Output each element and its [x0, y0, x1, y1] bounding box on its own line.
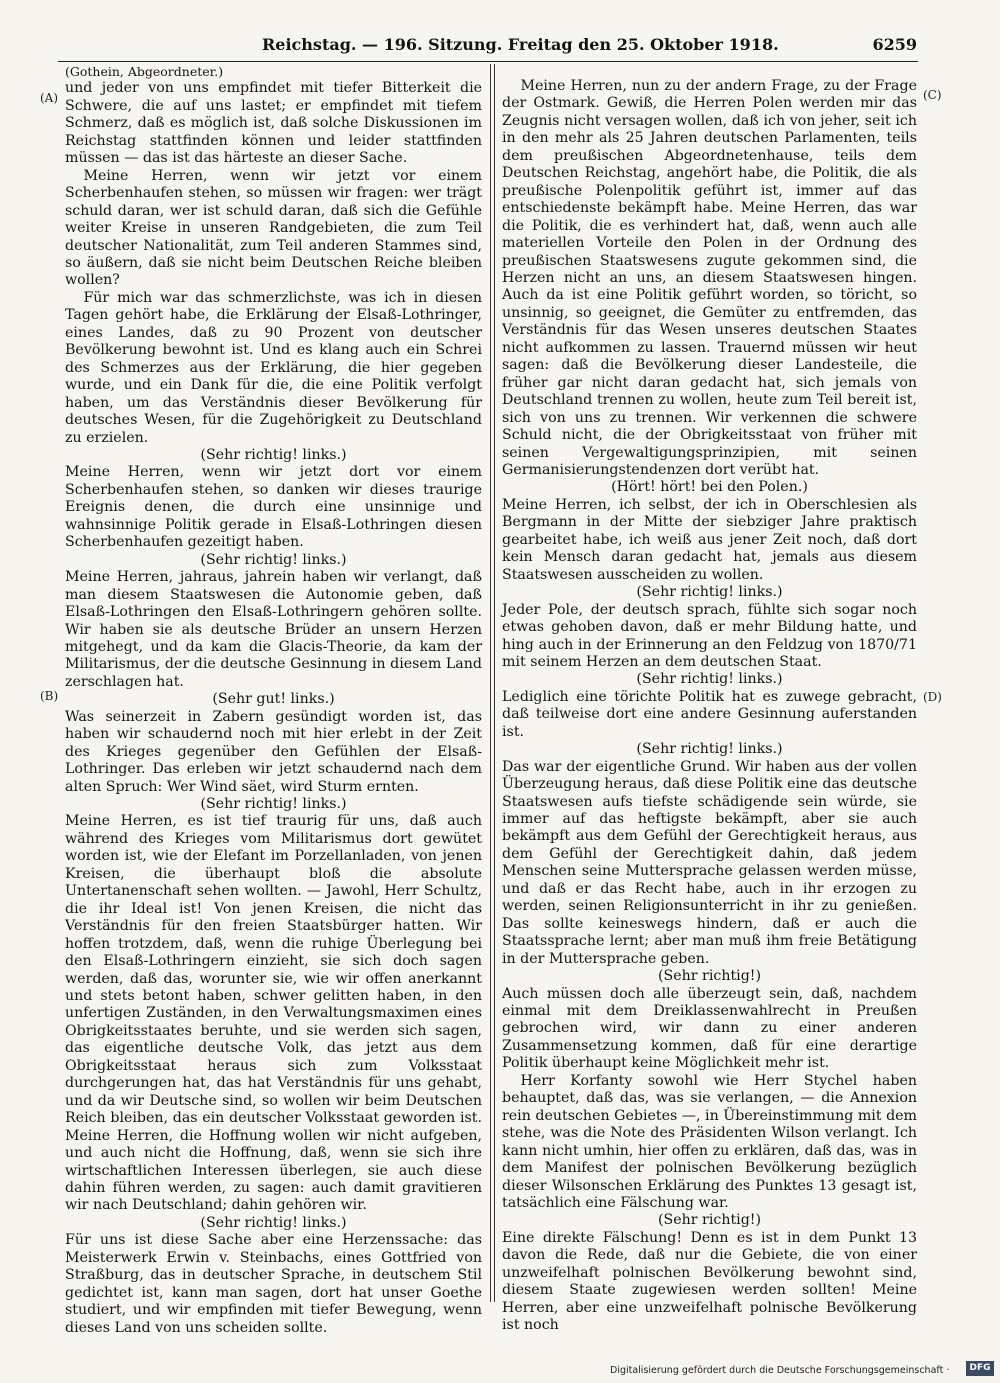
- paragraph: Für uns ist diese Sache aber eine Herzenssache: das Meisterwerk Erwin v. Steinbachs, eines Gottfried von Straßburg, das in deutscher Sprache, in deutschem Stil gedichtet ist, kann man sagen, dort hat unser Goethe studiert, und wir empfinden mit tiefer Bewegung, wenn dieses Land von uns scheiden sollte.: [65, 1232, 482, 1336]
- interjection: (Hört! hört! bei den Polen.): [611, 479, 808, 496]
- paragraph: Was seinerzeit in Zabern gesündigt worden ist, das haben wir schaudernd noch mit hier erlebt in der Zeit des Krieges gegenüber den Gefühlen der Elsaß-Lothringer. Das erleben wir jetzt schaudernd nach dem alten Spruch: Wer Wind säet, wird Sturm ernten.: [65, 708, 482, 795]
- interjection: (Sehr gut! links.): [212, 691, 335, 708]
- paragraph: und jeder von uns empfindet mit tiefer Bitterkeit die Schwere, die auf uns lastet; er empfindet mit tiefem Schmerz, daß es möglich ist, daß solche Diskussionen im Reichstag stattfinden können und leider stattfinden müssen — das ist das härteste an dieser Sache.: [65, 80, 482, 167]
- margin-marker-c: (C): [923, 88, 942, 102]
- column-divider: [494, 64, 495, 1302]
- paragraph: Jeder Pole, der deutsch sprach, fühlte sich sogar noch etwas gehoben davon, daß er mehr Bildung hatte, und hing auch in der Erinnerung an den Feldzug von 1870/71 mit seinem Herzen an dem deutschen Staat.: [502, 601, 917, 670]
- running-header: Reichstag. — 196. Sitzung. Freitag den 25. Oktober 1918.: [262, 35, 779, 54]
- paragraph: Meine Herren, wenn wir jetzt vor einem Scherbenhaufen stehen, so müssen wir fragen: wer trägt schuld daran, wer ist schuld daran, daß sich die Gefühle weiter Kreise in unseren Randgebieten, die zum Teil deutscher Nationalität, zum Teil anderen Stammes sind, so äußern, daß sie nicht beim Deutschen Reiche bleiben wollen?: [65, 167, 482, 289]
- paragraph: Meine Herren, ich selbst, der ich in Oberschlesien als Bergmann in der Mitte der siebziger Jahre praktisch gearbeitet habe, ich weiß aus jener Zeit noch, daß dort kein Mensch daran gedacht hat, jemals aus diesem Staatswesen ausscheiden zu wollen.: [502, 496, 917, 583]
- left-column: [65, 63, 482, 1337]
- paragraph: Lediglich eine törichte Politik hat es zuwege gebracht, daß teilweise dort eine andere Gesinnung auferstanden ist.: [502, 688, 917, 740]
- header-rule: [58, 61, 918, 62]
- paragraph: Auch müssen doch alle überzeugt sein, daß, nachdem einmal mit dem Dreiklassenwahlrecht in Preußen gebrochen wird, wir dann zu einer anderen Zusammensetzung kommen, daß für eine derartige Politik überhaupt keine Möglichkeit mehr ist.: [502, 985, 917, 1072]
- interjection: (Sehr richtig! links.): [636, 671, 783, 688]
- paragraph: Das war der eigentliche Grund. Wir haben aus der vollen Überzeugung heraus, daß diese Politik eine das deutsche Staatswesen aufs tiefste schädigende sein würde, sie immer auf das heftigste bekämpft, aber sie auch bekämpft aus dem Gefühl der Gerechtigkeit heraus, aus dem Gefühl der Gerechtigkeit dahin, daß jedem Menschen seine Muttersprache gelassen werden müsse, und daß er das Recht habe, auch in ihr erzogen zu werden, seinen Religionsunterricht in ihr zu genießen. Das sollte keineswegs hindern, daß er auch die Staatssprache lernt; aber man muß ihm freie Betätigung in der Muttersprache geben.: [502, 758, 917, 967]
- right-column: [502, 78, 917, 1335]
- interjection: (Sehr richtig! links.): [200, 446, 347, 463]
- margin-marker-a: (A): [40, 91, 59, 105]
- paragraph: Meine Herren, jahraus, jahrein haben wir verlangt, daß man diesem Staatswesen die Autonomie geben, daß Elsaß-Lothringen den Elsaß-Lothringern gehören sollte. Wir haben sie als deutsche Brüder an unsern Herzen mitgehegt, und da kam die Glacis-Theorie, da kam der Militarismus, der die deutsche Gesinnung in diesem Land zerschlagen hat.: [65, 569, 482, 690]
- digitization-note: Digitalisierung gefördert durch die Deutsche Forschungsgemeinschaft ·: [610, 1365, 950, 1376]
- interjection: (Sehr richtig! links.): [200, 796, 347, 813]
- page-number: 6259: [872, 35, 917, 54]
- interjection: (Sehr richtig! links.): [636, 741, 783, 758]
- interjection: (Sehr richtig! links.): [636, 584, 783, 601]
- paragraph: Meine Herren, es ist tief traurig für uns, daß auch während des Krieges vom Militarismus dort gewütet worden ist, wie der Elefant im Porzellanladen, von jenen Kreisen, die überhaupt bloß die absolute Untertanenschaft sehen wollten. — Jawohl, Herr Schultz, die ihr Ideal ist! Von jenen Kreisen, die nicht das Verständnis für den freien Staatsbürger hatten. Wir hoffen trotzdem, daß, wenn die ruhige Überlegung bei den Elsaß-Lothringern einzieht, sie sich doch sagen werden, daß das, worunter sie, wie wir offen anerkannt und stets betont haben, schwer gelitten haben, in den unfertigen Zuständen, in den Verwaltungsmaximen eines Obrigkeitsstaates beruhte, und sie werden sich sagen, das eigentliche deutsche Volk, das jetzt aus dem Obrigkeitsstaat heraus sich zum Volksstaat durchgerungen hat, das hat Verständnis für uns gehabt, und da wir Deutsche sind, so wollen wir beim Deutschen Reich bleiben, das ein deutscher Volksstaat geworden ist. Meine Herren, die Hoffnung wollen wir nicht aufgeben, und auch nicht die Hoffnung, daß, wenn sie sich ihre wirtschaftlichen Interessen überlegen, sie auch diese dahin führen werden, zu sagen: auch damit gravitieren wir nach Deutschland; dahin gehören wir.: [65, 813, 482, 1214]
- paragraph: Eine direkte Fälschung! Denn es ist in dem Punkt 13 davon die Rede, daß nur die Gebiete, die von einer unzweifelhaft polnischen Bevölkerung bewohnt sind, diesem Staate zugewiesen werden sollten! Meine Herren, aber eine unzweifelhaft polnische Bevölkerung ist noch: [502, 1229, 917, 1334]
- margin-marker-d: (D): [923, 690, 942, 704]
- paragraph: Meine Herren, nun zu der andern Frage, zu der Frage der Ostmark. Gewiß, die Herren Polen werden mir das Zeugnis nicht versagen wollen, daß ich von jeher, seit ich in den mehr als 25 Jahren deutschen Parlamenten, teils dem preußischen Abgeordnetenhause, teils dem Deutschen Reichstag, angehört habe, die Politik, die als preußische Polenpolitik geführt ist, immer auf das entschiedenste bekämpft habe. Meine Herren, das war die Politik, die es verhindert hat, daß, wenn auch alle materiellen Vorteile den Polen in der Ordnung des preußischen Staatswesens zugute gekommen sind, die Herzen nicht an uns, an diesem Staatswesen hingen. Auch da ist eine Politik geführt worden, so töricht, so unsinnig, so geeignet, die Gemüter zu entfremden, das Verständnis für das Wesen unseres deutschen Staates nicht aufkommen zu lassen. Trauernd müssen wir heut sagen: daß die Bevölkerung dieser Landesteile, die früher gar nicht daran gedacht hat, sich jemals von Deutschland trennen zu wollen, heute zum Teil bereit ist, sich von uns zu trennen. Wir verkennen die schwere Schuld nicht, die der Obrigkeitsstaat von früher mit seinen Vergewaltigungsprinzipien, mit seinen Germanisierungstendenzen dort verübt hat.: [502, 78, 917, 478]
- interjection: (Sehr richtig!): [657, 968, 762, 985]
- interjection: (Sehr richtig!): [657, 1212, 762, 1229]
- paragraph: Für mich war das schmerzlichste, was ich in diesen Tagen gehört habe, die Erklärung der Elsaß-Lothringer, eines Landes, daß zu 90 Prozent von deutscher Bevölkerung bewohnt ist. Und es klang auch ein Schrei des Schmerzes aus der Erklärung, die hier gegeben wurde, und ein Dank für die, die eine Politik verfolgt haben, um das Verständnis dieser Bevölkerung für deutsches Wesen, für die Zugehörigkeit zu Deutschland zu erzielen.: [65, 289, 482, 446]
- margin-marker-b: (B): [40, 689, 59, 703]
- paragraph: Meine Herren, wenn wir jetzt dort vor einem Scherbenhaufen stehen, so danken wir dieses traurige Ereignis denen, die durch eine unsinnige und wahnsinnige Politik gerade in Elsaß-Lothringen diesen Scherbenhaufen gezeitigt haben.: [65, 464, 482, 551]
- paragraph: Herr Korfanty sowohl wie Herr Stychel haben behauptet, daß das, was sie verlangen, — die Annexion rein deutschen Gebietes —, in Übereinstimmung mit dem stehe, was die Note des Präsidenten Wilson verlangt. Ich kann nicht umhin, hier offen zu erklären, daß das, was in dem Manifest der polnischen Bevölkerung bezüglich dieser Wilsonschen Erklärung des Punktes 13 gesagt ist, tatsächlich eine Fälschung war.: [502, 1072, 917, 1211]
- column-divider: [490, 64, 491, 1302]
- page-header: [262, 35, 917, 59]
- interjection: (Sehr richtig! links.): [200, 551, 347, 568]
- interjection: (Sehr richtig! links.): [200, 1214, 347, 1231]
- dfg-logo: DFG: [966, 1361, 994, 1376]
- speaker-label: (Gothein, Abgeordneter.): [65, 64, 224, 79]
